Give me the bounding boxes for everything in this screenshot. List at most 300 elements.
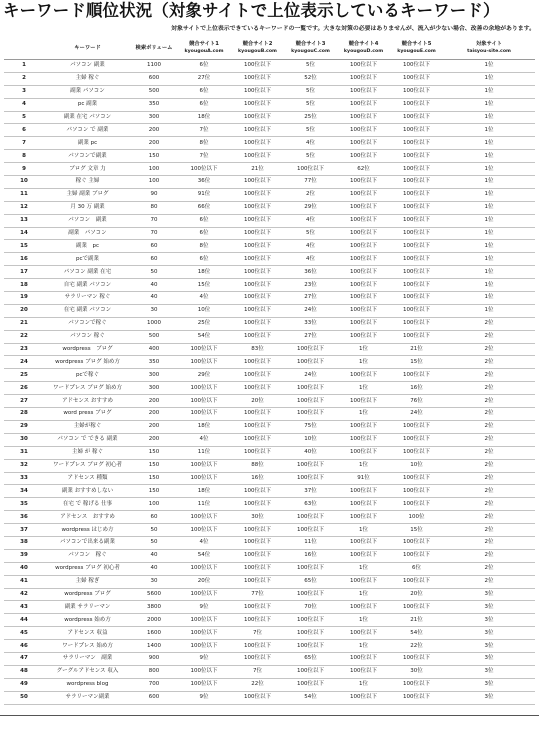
competitor-3-rank: 70位	[284, 601, 337, 614]
search-volume-cell: 350	[131, 356, 177, 369]
table-header-row	[4, 37, 535, 60]
table-row	[4, 292, 535, 305]
keyword-cell: 主婦 稼ぎ	[44, 575, 131, 588]
table-row	[4, 330, 535, 343]
table-row	[4, 304, 535, 317]
keyword-cell: ワードプレス ブログ 初心者	[44, 459, 131, 472]
competitor-1-rank: 100位以下	[177, 356, 231, 369]
competitor-4-rank: 100位以下	[337, 485, 390, 498]
competitor-1-rank: 9位	[177, 652, 231, 665]
competitor-5-rank: 100位以下	[390, 124, 443, 137]
competitor-1-rank: 6位	[177, 85, 231, 98]
search-volume-cell: 150	[131, 459, 177, 472]
table-row	[4, 279, 535, 292]
table-row	[4, 652, 535, 665]
competitor-2-rank: 100位以下	[231, 317, 284, 330]
keyword-cell: パソコン 副業 在宅	[44, 266, 131, 279]
competitor-2-rank: 100位以下	[231, 266, 284, 279]
competitor-4-rank: 1位	[337, 382, 390, 395]
table-row	[4, 562, 535, 575]
target-site-rank: 1位	[443, 266, 535, 279]
header-competitor-3-domain: kyougouC.com	[291, 49, 330, 54]
rank-number: 7	[4, 137, 44, 150]
competitor-3-rank: 100位以下	[284, 472, 337, 485]
rank-number: 36	[4, 511, 44, 524]
table-row	[4, 253, 535, 266]
keyword-cell: パソコン 副業	[44, 214, 131, 227]
rank-number: 3	[4, 85, 44, 98]
search-volume-cell: 800	[131, 665, 177, 678]
keyword-cell: 主婦 が 稼ぐ	[44, 446, 131, 459]
target-site-rank: 1位	[443, 72, 535, 85]
keyword-cell: wordpress ブログ	[44, 343, 131, 356]
target-site-rank: 1位	[443, 214, 535, 227]
competitor-3-rank: 100位以下	[284, 627, 337, 640]
competitor-3-rank: 100位以下	[284, 343, 337, 356]
competitor-3-rank: 100位以下	[284, 562, 337, 575]
keyword-cell: 自宅 副業 パソコン	[44, 279, 131, 292]
rank-number: 24	[4, 356, 44, 369]
rank-number: 41	[4, 575, 44, 588]
header-competitor-2	[231, 37, 284, 60]
target-site-rank: 2位	[443, 433, 535, 446]
search-volume-cell: 700	[131, 678, 177, 691]
search-volume-cell: 2000	[131, 614, 177, 627]
search-volume-cell: 1600	[131, 627, 177, 640]
competitor-2-rank: 100位以下	[231, 279, 284, 292]
keyword-cell: 在宅 で 稼げる 仕事	[44, 498, 131, 511]
competitor-2-rank: 100位以下	[231, 652, 284, 665]
header-target-site-domain: taisyou-site.com	[467, 49, 511, 54]
target-site-rank: 2位	[443, 549, 535, 562]
competitor-5-rank: 100位以下	[390, 420, 443, 433]
table-row	[4, 382, 535, 395]
competitor-5-rank: 76位	[390, 395, 443, 408]
competitor-5-rank: 100位以下	[390, 304, 443, 317]
target-site-rank: 1位	[443, 227, 535, 240]
target-site-rank: 2位	[443, 420, 535, 433]
table-row	[4, 472, 535, 485]
competitor-1-rank: 100位以下	[177, 524, 231, 537]
competitor-1-rank: 18位	[177, 111, 231, 124]
competitor-5-rank: 100位以下	[390, 227, 443, 240]
search-volume-cell: 100	[131, 163, 177, 176]
competitor-1-rank: 100位以下	[177, 382, 231, 395]
competitor-5-rank: 20位	[390, 588, 443, 601]
bottom-divider	[0, 715, 539, 716]
competitor-4-rank: 1位	[337, 524, 390, 537]
table-row	[4, 356, 535, 369]
table-row	[4, 524, 535, 537]
target-site-rank: 1位	[443, 163, 535, 176]
competitor-2-rank: 100位以下	[231, 356, 284, 369]
target-site-rank: 3位	[443, 627, 535, 640]
competitor-4-rank: 100位以下	[337, 665, 390, 678]
competitor-1-rank: 100位以下	[177, 459, 231, 472]
competitor-1-rank: 9位	[177, 601, 231, 614]
competitor-4-rank: 91位	[337, 472, 390, 485]
target-site-rank: 3位	[443, 678, 535, 691]
header-target-site	[443, 37, 535, 60]
competitor-5-rank: 100位以下	[390, 536, 443, 549]
competitor-4-rank: 1位	[337, 588, 390, 601]
competitor-5-rank: 100位以下	[390, 214, 443, 227]
rank-number: 38	[4, 536, 44, 549]
competitor-3-rank: 100位以下	[284, 408, 337, 421]
header-competitor-1-domain: kyougouA.com	[184, 49, 224, 54]
competitor-2-rank: 100位以下	[231, 72, 284, 85]
competitor-5-rank: 100位以下	[390, 253, 443, 266]
competitor-2-rank: 100位以下	[231, 408, 284, 421]
table-row	[4, 459, 535, 472]
competitor-4-rank: 100位以下	[337, 652, 390, 665]
target-site-rank: 2位	[443, 524, 535, 537]
competitor-5-rank: 10位	[390, 459, 443, 472]
competitor-3-rank: 27位	[284, 330, 337, 343]
rank-number: 27	[4, 395, 44, 408]
competitor-2-rank: 100位以下	[231, 124, 284, 137]
competitor-1-rank: 100位以下	[177, 562, 231, 575]
keyword-cell: ブログ 文章 力	[44, 163, 131, 176]
keyword-cell: wordpress 始め方	[44, 614, 131, 627]
keyword-cell: 在宅 副業 パソコン	[44, 304, 131, 317]
competitor-1-rank: 4位	[177, 536, 231, 549]
keyword-cell: pcで稼ぐ	[44, 369, 131, 382]
search-volume-cell: 1000	[131, 317, 177, 330]
competitor-5-rank: 100位以下	[390, 72, 443, 85]
target-site-rank: 1位	[443, 292, 535, 305]
rank-number: 6	[4, 124, 44, 137]
competitor-3-rank: 24位	[284, 304, 337, 317]
competitor-3-rank: 5位	[284, 85, 337, 98]
target-site-rank: 2位	[443, 408, 535, 421]
search-volume-cell: 3800	[131, 601, 177, 614]
rank-number: 15	[4, 240, 44, 253]
target-site-rank: 1位	[443, 304, 535, 317]
search-volume-cell: 40	[131, 549, 177, 562]
keyword-ranking-table	[4, 37, 535, 705]
header-competitor-4	[337, 37, 390, 60]
competitor-4-rank: 100位以下	[337, 536, 390, 549]
keyword-cell: アドセンス おすすめ	[44, 395, 131, 408]
rank-number: 46	[4, 640, 44, 653]
search-volume-cell: 100	[131, 498, 177, 511]
table-row	[4, 627, 535, 640]
competitor-5-rank: 100位以下	[390, 575, 443, 588]
search-volume-cell: 40	[131, 562, 177, 575]
competitor-1-rank: 6位	[177, 227, 231, 240]
target-site-rank: 2位	[443, 511, 535, 524]
competitor-2-rank: 88位	[231, 459, 284, 472]
search-volume-cell: 30	[131, 575, 177, 588]
competitor-5-rank: 100位以下	[390, 150, 443, 163]
target-site-rank: 2位	[443, 498, 535, 511]
keyword-cell: アドセンス おすすめ	[44, 511, 131, 524]
competitor-5-rank: 22位	[390, 640, 443, 653]
target-site-rank: 1位	[443, 150, 535, 163]
competitor-3-rank: 33位	[284, 317, 337, 330]
competitor-4-rank: 100位以下	[337, 446, 390, 459]
competitor-2-rank: 100位以下	[231, 614, 284, 627]
competitor-4-rank: 100位以下	[337, 498, 390, 511]
header-competitor-1-label: 競合サイト1	[189, 41, 219, 47]
competitor-3-rank: 77位	[284, 176, 337, 189]
competitor-1-rank: 8位	[177, 137, 231, 150]
target-site-rank: 2位	[443, 575, 535, 588]
keyword-cell: サラリーマン 稼ぐ	[44, 292, 131, 305]
competitor-4-rank: 1位	[337, 678, 390, 691]
competitor-1-rank: 100位以下	[177, 678, 231, 691]
competitor-5-rank: 100位以下	[390, 472, 443, 485]
competitor-5-rank: 15位	[390, 356, 443, 369]
search-volume-cell: 500	[131, 85, 177, 98]
competitor-2-rank: 30位	[231, 511, 284, 524]
target-site-rank: 2位	[443, 459, 535, 472]
competitor-3-rank: 75位	[284, 420, 337, 433]
competitor-2-rank: 7位	[231, 665, 284, 678]
competitor-2-rank: 16位	[231, 472, 284, 485]
keyword-cell: アドセンス 種類	[44, 472, 131, 485]
keyword-cell: 主婦 稼ぐ	[44, 72, 131, 85]
keyword-cell: 副業 pc	[44, 137, 131, 150]
search-volume-cell: 300	[131, 382, 177, 395]
keyword-cell: 副業 パソコン	[44, 227, 131, 240]
competitor-3-rank: 65位	[284, 652, 337, 665]
header-target-site-label: 対象サイト	[475, 41, 503, 47]
rank-number: 50	[4, 691, 44, 704]
competitor-4-rank: 100位以下	[337, 330, 390, 343]
competitor-4-rank: 100位以下	[337, 60, 390, 73]
competitor-5-rank: 100位以下	[390, 137, 443, 150]
table-row	[4, 395, 535, 408]
competitor-3-rank: 5位	[284, 98, 337, 111]
keyword-cell: pcで副業	[44, 253, 131, 266]
competitor-5-rank: 100位以下	[390, 433, 443, 446]
competitor-5-rank: 100位以下	[390, 176, 443, 189]
target-site-rank: 2位	[443, 356, 535, 369]
competitor-3-rank: 24位	[284, 369, 337, 382]
competitor-2-rank: 100位以下	[231, 330, 284, 343]
competitor-3-rank: 4位	[284, 214, 337, 227]
competitor-5-rank: 100位以下	[390, 317, 443, 330]
competitor-1-rank: 27位	[177, 72, 231, 85]
competitor-3-rank: 65位	[284, 575, 337, 588]
search-volume-cell: 300	[131, 369, 177, 382]
rank-number: 1	[4, 60, 44, 73]
competitor-3-rank: 100位以下	[284, 640, 337, 653]
table-row	[4, 575, 535, 588]
search-volume-cell: 50	[131, 524, 177, 537]
search-volume-cell: 60	[131, 240, 177, 253]
table-row	[4, 343, 535, 356]
rank-number: 28	[4, 408, 44, 421]
competitor-2-rank: 100位以下	[231, 575, 284, 588]
competitor-3-rank: 100位以下	[284, 511, 337, 524]
table-row	[4, 446, 535, 459]
competitor-3-rank: 100位以下	[284, 382, 337, 395]
table-row	[4, 433, 535, 446]
competitor-2-rank: 22位	[231, 678, 284, 691]
competitor-1-rank: 100位以下	[177, 640, 231, 653]
competitor-2-rank: 100位以下	[231, 498, 284, 511]
competitor-4-rank: 1位	[337, 562, 390, 575]
competitor-2-rank: 83位	[231, 343, 284, 356]
competitor-1-rank: 18位	[177, 420, 231, 433]
rank-number: 39	[4, 549, 44, 562]
rank-number: 34	[4, 485, 44, 498]
competitor-1-rank: 4位	[177, 292, 231, 305]
target-site-rank: 1位	[443, 240, 535, 253]
rank-number: 13	[4, 214, 44, 227]
target-site-rank: 2位	[443, 343, 535, 356]
search-volume-cell: 80	[131, 201, 177, 214]
competitor-5-rank: 100位	[390, 511, 443, 524]
target-site-rank: 2位	[443, 562, 535, 575]
competitor-2-rank: 20位	[231, 395, 284, 408]
competitor-2-rank: 100位以下	[231, 524, 284, 537]
rank-number: 45	[4, 627, 44, 640]
keyword-cell: 稼ぐ 主婦	[44, 176, 131, 189]
rank-number: 22	[4, 330, 44, 343]
competitor-3-rank: 37位	[284, 485, 337, 498]
competitor-1-rank: 6位	[177, 214, 231, 227]
competitor-2-rank: 100位以下	[231, 485, 284, 498]
target-site-rank: 2位	[443, 446, 535, 459]
table-row	[4, 111, 535, 124]
competitor-5-rank: 100位以下	[390, 163, 443, 176]
table-row	[4, 176, 535, 189]
competitor-1-rank: 100位以下	[177, 627, 231, 640]
competitor-4-rank: 100位以下	[337, 188, 390, 201]
rank-number: 43	[4, 601, 44, 614]
competitor-3-rank: 63位	[284, 498, 337, 511]
target-site-rank: 2位	[443, 317, 535, 330]
competitor-1-rank: 29位	[177, 369, 231, 382]
competitor-3-rank: 100位以下	[284, 678, 337, 691]
competitor-5-rank: 100位以下	[390, 549, 443, 562]
search-volume-cell: 90	[131, 188, 177, 201]
competitor-2-rank: 77位	[231, 588, 284, 601]
target-site-rank: 3位	[443, 588, 535, 601]
target-site-rank: 1位	[443, 85, 535, 98]
keyword-cell: wordpress ブログ	[44, 588, 131, 601]
competitor-3-rank: 36位	[284, 266, 337, 279]
competitor-5-rank: 100位以下	[390, 201, 443, 214]
table-row	[4, 85, 535, 98]
competitor-4-rank: 100位以下	[337, 691, 390, 704]
table-row	[4, 640, 535, 653]
competitor-3-rank: 25位	[284, 111, 337, 124]
competitor-5-rank: 100位以下	[390, 485, 443, 498]
competitor-2-rank: 100位以下	[231, 201, 284, 214]
rank-number: 40	[4, 562, 44, 575]
competitor-2-rank: 100位以下	[231, 98, 284, 111]
competitor-1-rank: 11位	[177, 498, 231, 511]
competitor-1-rank: 10位	[177, 304, 231, 317]
keyword-cell: 主婦 副業 ブログ	[44, 188, 131, 201]
table-row	[4, 614, 535, 627]
competitor-3-rank: 100位以下	[284, 459, 337, 472]
header-competitor-3-label: 競合サイト3	[295, 41, 326, 47]
competitor-4-rank: 100位以下	[337, 227, 390, 240]
competitor-2-rank: 100位以下	[231, 536, 284, 549]
competitor-2-rank: 100位以下	[231, 446, 284, 459]
competitor-2-rank: 100位以下	[231, 691, 284, 704]
competitor-3-rank: 27位	[284, 292, 337, 305]
rank-number: 49	[4, 678, 44, 691]
page-title: キーワード順位状況（対象サイトで上位表示しているキーワード）	[3, 1, 500, 20]
rank-number: 21	[4, 317, 44, 330]
competitor-4-rank: 100位以下	[337, 627, 390, 640]
competitor-4-rank: 62位	[337, 163, 390, 176]
search-volume-cell: 50	[131, 536, 177, 549]
search-volume-cell: 50	[131, 266, 177, 279]
table-row	[4, 678, 535, 691]
competitor-1-rank: 18位	[177, 485, 231, 498]
competitor-3-rank: 5位	[284, 150, 337, 163]
target-site-rank: 3位	[443, 691, 535, 704]
rank-number: 8	[4, 150, 44, 163]
competitor-2-rank: 100位以下	[231, 227, 284, 240]
competitor-4-rank: 100位以下	[337, 240, 390, 253]
table-row	[4, 163, 535, 176]
table-row	[4, 137, 535, 150]
competitor-5-rank: 100位以下	[390, 111, 443, 124]
competitor-3-rank: 100位以下	[284, 665, 337, 678]
table-row	[4, 420, 535, 433]
target-site-rank: 2位	[443, 330, 535, 343]
target-site-rank: 2位	[443, 369, 535, 382]
competitor-4-rank: 100位以下	[337, 124, 390, 137]
competitor-4-rank: 100位以下	[337, 511, 390, 524]
header-competitor-4-label: 競合サイト4	[348, 41, 379, 47]
target-site-rank: 3位	[443, 601, 535, 614]
competitor-4-rank: 100位以下	[337, 575, 390, 588]
competitor-5-rank: 100位以下	[390, 678, 443, 691]
competitor-1-rank: 100位以下	[177, 163, 231, 176]
rank-number: 42	[4, 588, 44, 601]
keyword-cell: ワードプレス ブログ 始め方	[44, 382, 131, 395]
search-volume-cell: 350	[131, 98, 177, 111]
rank-number: 33	[4, 472, 44, 485]
competitor-5-rank: 16位	[390, 382, 443, 395]
competitor-4-rank: 100位以下	[337, 201, 390, 214]
keyword-cell: パソコン 稼ぐ	[44, 330, 131, 343]
competitor-5-rank: 100位以下	[390, 98, 443, 111]
competitor-1-rank: 25位	[177, 317, 231, 330]
competitor-1-rank: 9位	[177, 691, 231, 704]
competitor-4-rank: 100位以下	[337, 150, 390, 163]
competitor-3-rank: 4位	[284, 253, 337, 266]
keyword-cell: wordpress blog	[44, 678, 131, 691]
rank-number: 29	[4, 420, 44, 433]
target-site-rank: 3位	[443, 665, 535, 678]
competitor-5-rank: 100位以下	[390, 601, 443, 614]
table-row	[4, 227, 535, 240]
competitor-4-rank: 100位以下	[337, 137, 390, 150]
keyword-cell: パソコン 副業	[44, 60, 131, 73]
competitor-1-rank: 4位	[177, 433, 231, 446]
rank-number: 32	[4, 459, 44, 472]
keyword-cell: 副業 サラリーマン	[44, 601, 131, 614]
competitor-5-rank: 100位以下	[390, 691, 443, 704]
table-row	[4, 317, 535, 330]
search-volume-cell: 600	[131, 691, 177, 704]
rank-number: 23	[4, 343, 44, 356]
competitor-3-rank: 100位以下	[284, 614, 337, 627]
competitor-3-rank: 100位以下	[284, 524, 337, 537]
rank-number: 48	[4, 665, 44, 678]
